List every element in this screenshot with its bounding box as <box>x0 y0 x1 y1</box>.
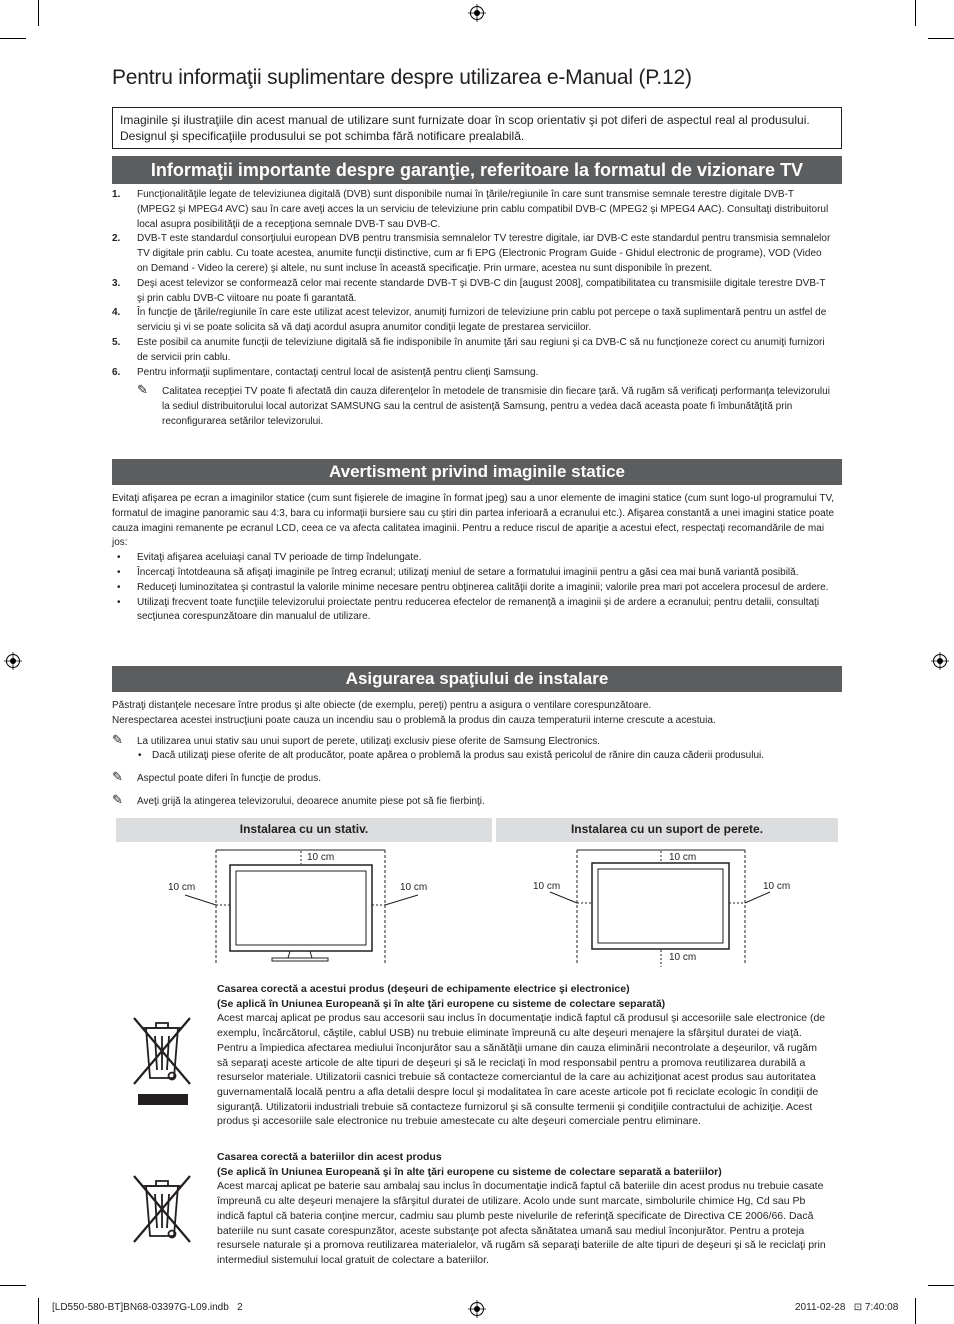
installation-line: Păstraţi distanţele necesare între produs şi alte obiecte (de exemplu, pereţi) pentru a asigura o ventilare corespunzătoare. <box>112 700 652 711</box>
list-item <box>112 336 832 366</box>
crop-mark <box>38 0 39 26</box>
list-item: • Utilizaţi frecvent toate funcţiile televizorului proiectate pentru reducerea efectelor de remanenţă a imaginii şi de ardere a ecranului; pentru detalii, consultaţi secţiunea corespunzătoare din manualul de utilizare. <box>117 596 820 623</box>
note-pencil-icon: ✎ <box>112 731 123 747</box>
installation-note <box>112 769 836 787</box>
intro-note-box <box>112 107 842 149</box>
stand-right-dim: 10 cm <box>400 882 428 893</box>
stand-install-label: Instalarea cu un stativ. <box>116 818 492 842</box>
bullet-text: Încercaţi întotdeauna să afişaţi imaginile pe întreg ecranul; utilizaţi meniul de setare a formatului imaginii pentru a găsi cea mai bună variantă posibilă. <box>137 566 799 578</box>
crop-mark <box>928 1285 954 1286</box>
note-text: Aspectul poate diferi în funcţie de produs. <box>137 773 322 785</box>
intro-note-text: Imaginile şi ilustraţiile din acest manual de utilizare sunt furnizate doar în scop orientativ şi pot diferi de aspectul real al produsului. Designul şi specificaţiile produsului se pot schimba fără notificare prealabilă. <box>120 113 810 143</box>
battery-disposal-subtitle: (Se aplică în Uniunea Europeană şi în alte ţări europene cu sisteme de colectare separată a bateriilor) <box>217 1165 722 1178</box>
product-disposal-text: Acest marcaj aplicat pe produs sau accesorii sau inclus în documentaţie indică faptul că produsul şi accesoriile sale electronice (de exemplu, încărcătorul, căştile, cablul USB) nu trebuie eliminate împreună cu alte deşeuri menajere la sfârşitul duratei de viaţă. Pentru a împiedica afectarea mediului înconjurător sau a sănătăţii umane din cauza eliminării necontrolate a deşeurilor, vă rugăm să separaţi aceste articole de alte tipuri de deşeuri şi să le reciclaţi în mod responsabil pentru a promova reutilizarea durabilă a resurselor materiale. Utilizatorii casnici trebuie să contacteze comerciantul de la care au achiziţionat acest produs sau autoritatea guvernamentală locală pentru a afla detalii despre locul şi modalitatea în care aceste articole pot fi reciclate ecologic în condiţii de siguranţă. Utilizatorii industriali trebuie să contacteze furnizorul şi să consulte termenii şi condiţiile contractului de achiziţie. Acest produs şi accesoriile sale electronice nu trebuie amestecate cu alte deşeuri comerciale pentru eliminare. <box>217 1012 826 1128</box>
item-number: 5. <box>112 336 121 348</box>
list-item <box>112 188 832 232</box>
item-number: 4. <box>112 307 121 319</box>
still-image-heading: Avertisment privind imaginile statice <box>112 459 842 485</box>
wall-installation-diagram <box>530 845 800 970</box>
item-text: Este posibil ca anumite funcţii de televiziune digitală să fie indisponibile în anumite ţări sau regiuni şi ca DVB-C să nu funcţioneze corect cu anumiţi furnizori de servicii prin cablu. <box>137 336 825 363</box>
crop-mark <box>0 1285 26 1286</box>
footer-file-name: [LD550-580-BT]BN68-03397G-L09.indb 2 <box>52 1302 243 1313</box>
wall-bottom-dim: 10 cm <box>669 952 697 963</box>
note-text: Aveţi grijă la atingerea televizorului, deoarece anumite piese pot să fie fierbinţi. <box>137 795 485 807</box>
bullet-text: Reduceţi luminozitatea şi contrastul la valorile minime necesare pentru obţinerea calităţii dorite a imaginii; valorile prea mari pot accelera procesul de ardere. <box>137 581 829 593</box>
battery-disposal <box>217 1150 829 1268</box>
wall-left-dim: 10 cm <box>533 881 561 892</box>
wall-install-label: Instalarea cu un suport de perete. <box>496 818 838 842</box>
registration-mark-icon <box>4 652 22 670</box>
page-title: Pentru informaţii suplimentare despre utilizarea e-Manual (P.12) <box>112 66 692 89</box>
still-image-bullets <box>112 551 836 625</box>
crossed-bin-icon <box>128 1014 196 1106</box>
registration-mark-icon <box>468 4 486 22</box>
list-item <box>112 277 832 307</box>
crossed-battery-bin-icon <box>128 1172 196 1246</box>
registration-mark-icon <box>931 652 949 670</box>
stand-installation-diagram <box>160 845 450 970</box>
still-image-section <box>112 492 836 625</box>
installation-subnote: • Dacă utilizaţi piese oferite de alt producător, poate apărea o problemă la produs sau există pericolul de rănire din cauza căderii produsului. <box>138 750 765 762</box>
item-text: Funcţionalităţile legate de televiziunea digitală (DVB) sunt disponibile numai în ţările/regiunile în care sunt transmise semnale terestre digitale DVB-T (MPEG2 şi MPEG4 AVC) sau în care aveţi acces la un serviciu de televiziune prin cablu compatibil DVB-C (MPEG2 şi MPEG4 AAC). Consultaţi distribuitorul local asupra posibilităţii de a recepţiona semnale DVB-T sau DVB-C. <box>137 189 829 230</box>
item-number: 3. <box>112 277 121 289</box>
note-pencil-icon: ✎ <box>112 769 123 785</box>
bullet-text: Evitaţi afişarea aceluiaşi canal TV perioade de timp îndelungate. <box>137 552 422 564</box>
wall-top-dim: 10 cm <box>669 852 697 863</box>
list-item <box>112 366 832 381</box>
note-text: La utilizarea unui stativ sau unui suport de perete, utilizaţi exclusiv piese oferite de Samsung Electronics. <box>137 735 601 747</box>
item-text: Deşi acest televizor se conformează celor mai recente standarde DVB-T şi DVB-C din [august 2008], compatibilitatea cu transmisiile digitale terestre DVB-T şi prin cablu DVB-C viitoare nu poate fi garantată. <box>137 277 826 304</box>
wall-right-dim: 10 cm <box>763 881 791 892</box>
stand-left-dim: 10 cm <box>168 882 196 893</box>
list-item: • Evitaţi afişarea aceluiaşi canal TV perioade de timp îndelungate. <box>117 552 422 564</box>
installation-line: Nerespectarea acestei instrucţiuni poate cauza un incendiu sau o problemă la produs din cauza temperaturii interne crescute a acestuia. <box>112 714 716 726</box>
installation-note <box>112 731 836 750</box>
warranty-list <box>112 188 832 430</box>
item-text: Pentru informaţii suplimentare, contactaţi centrul local de asistenţă pentru clienţi Samsung. <box>137 366 539 378</box>
product-disposal-title: Casarea corectă a acestui produs (deşeuri de echipamente electrice şi electronice) <box>217 983 630 995</box>
note-text: Calitatea recepţiei TV poate fi afectată din cauza diferenţelor în metodele de transmisie din fiecare ţară. Vă rugăm să verificaţi performanţa televizorului la sediul distribuitorului local autorizat SAMSUNG sau la centrul de asistenţă Samsung, pentru a vedea dacă aceasta poate fi îmbunătăţită prin reconfigurarea setărilor televizorului. <box>162 386 830 427</box>
warranty-heading: Informaţii importante despre garanţie, referitoare la formatul de vizionare TV <box>112 156 842 184</box>
item-number: 1. <box>112 189 121 200</box>
stand-top-dim: 10 cm <box>307 852 335 863</box>
crop-mark <box>928 38 954 39</box>
note-pencil-icon: ✎ <box>112 791 123 807</box>
footer-timestamp: 2011-02-28 ⊡ 7:40:08 <box>795 1302 899 1313</box>
list-item <box>112 232 832 276</box>
list-item: • Încercaţi întotdeauna să afişaţi imaginile pe întreg ecranul; utilizaţi meniul de setare a formatului imaginii pentru a găsi cea mai bună variantă posibilă. <box>117 566 799 578</box>
item-text: În funcţie de ţările/regiunile în care este utilizat acest televizor, anumiţi furnizori de televiziune prin cablu pot percepe o taxă suplimentară pentru un astfel de serviciu şi vi se poate solicita să vă daţi acordul asupra anumitor condiţii legate de prestarea serviciilor. <box>137 307 827 334</box>
installation-note <box>112 791 836 810</box>
still-image-paragraph: Evitaţi afişarea pe ecran a imaginilor statice (cum sunt fişierele de imagine în format jpeg) sau a unor elemente de imagini statice (cum sunt logo-ul programului TV, formatul de imagine panoramic sau 4:3, bara cu informaţii bursiere sau cu ştiri din partea inferioară a ecranului etc.). Afişarea constantă a unei imagini statice poate cauza imagini remanente pe ecranul LCD, ceea ce va afecta calitatea imaginii. Pentru a reduce riscul de apariţie a acestui efect, respectaţi recomandările de mai jos: <box>112 493 835 549</box>
product-disposal-subtitle: (Se aplică în Uniunea Europeană şi în alte ţări europene cu sisteme de colectare separată) <box>217 997 666 1010</box>
note-pencil-icon: ✎ <box>137 382 148 398</box>
item-number: 6. <box>112 366 121 378</box>
crop-mark <box>38 1298 39 1324</box>
list-item <box>112 306 832 336</box>
bullet-text: Utilizaţi frecvent toate funcţiile televizorului proiectate pentru reducerea efectelor de remanenţă a imaginii şi de ardere a ecranului; pentru detalii, consultaţi secţiunea corespunzătoare din manualul de utilizare. <box>137 596 820 623</box>
installation-section <box>112 699 836 810</box>
subnote-text: Dacă utilizaţi piese oferite de alt producător, poate apărea o problemă la produs sau există pericolul de rănire din cauza căderii produsului. <box>152 750 765 762</box>
list-item: • Reduceţi luminozitatea şi contrastul la valorile minime necesare pentru obţinerea calităţii dorite a imaginii; valorile prea mari pot accelera procesul de ardere. <box>117 581 829 593</box>
crop-mark <box>0 38 26 39</box>
installation-heading: Asigurarea spaţiului de instalare <box>112 666 842 692</box>
registration-mark-icon <box>468 1300 486 1318</box>
crop-mark <box>915 1298 916 1324</box>
battery-disposal-text: Acest marcaj aplicat pe baterie sau ambalaj sau inclus în documentaţie indică faptul că bateriile din acest produs nu trebuie casate împreună cu alte deşeuri menajere la sfârşitul duratei de utilizare. Acolo unde sunt marcate, simbolurile chimice Hg, Cd sau Pb indică faptul că bateria conţine mercur, cadmiu sau plumb peste nivelurile de referinţă specificate de Directiva CE 2006/66. Dacă bateriile nu sunt casate corespunzător, aceste substanţe pot afecta sănătatea umană sau mediul înconjurător. Pentru a proteja resursele naturale şi a promova reutilizarea materialelor, vă rugăm să separaţi bateriile de alte tipuri de deşeuri şi să le reciclaţi prin intermediul sistemului local gratuit de colectare a bateriilor. <box>217 1180 826 1266</box>
crop-mark <box>915 0 916 26</box>
battery-disposal-title: Casarea corectă a bateriilor din acest produs <box>217 1151 442 1163</box>
warranty-note <box>112 382 832 429</box>
product-disposal <box>217 982 829 1129</box>
item-text: DVB-T este standardul consorţiului european DVB pentru transmisia semnalelor TV terestre digitale, iar DVB-C este standardul pentru transmisia semnalelor TV digitale prin cablu. Cu toate acestea, anumite funcţii distinctive, cum ar fi EPG (Electronic Program Guide - Ghidul electronic de programe), VOD (Video on Demand - Video la cerere) şi altele, nu sunt incluse în această specificaţie. Prin urmare, acestea nu sunt disponibile în prezent. <box>137 233 831 274</box>
item-number: 2. <box>112 233 121 245</box>
